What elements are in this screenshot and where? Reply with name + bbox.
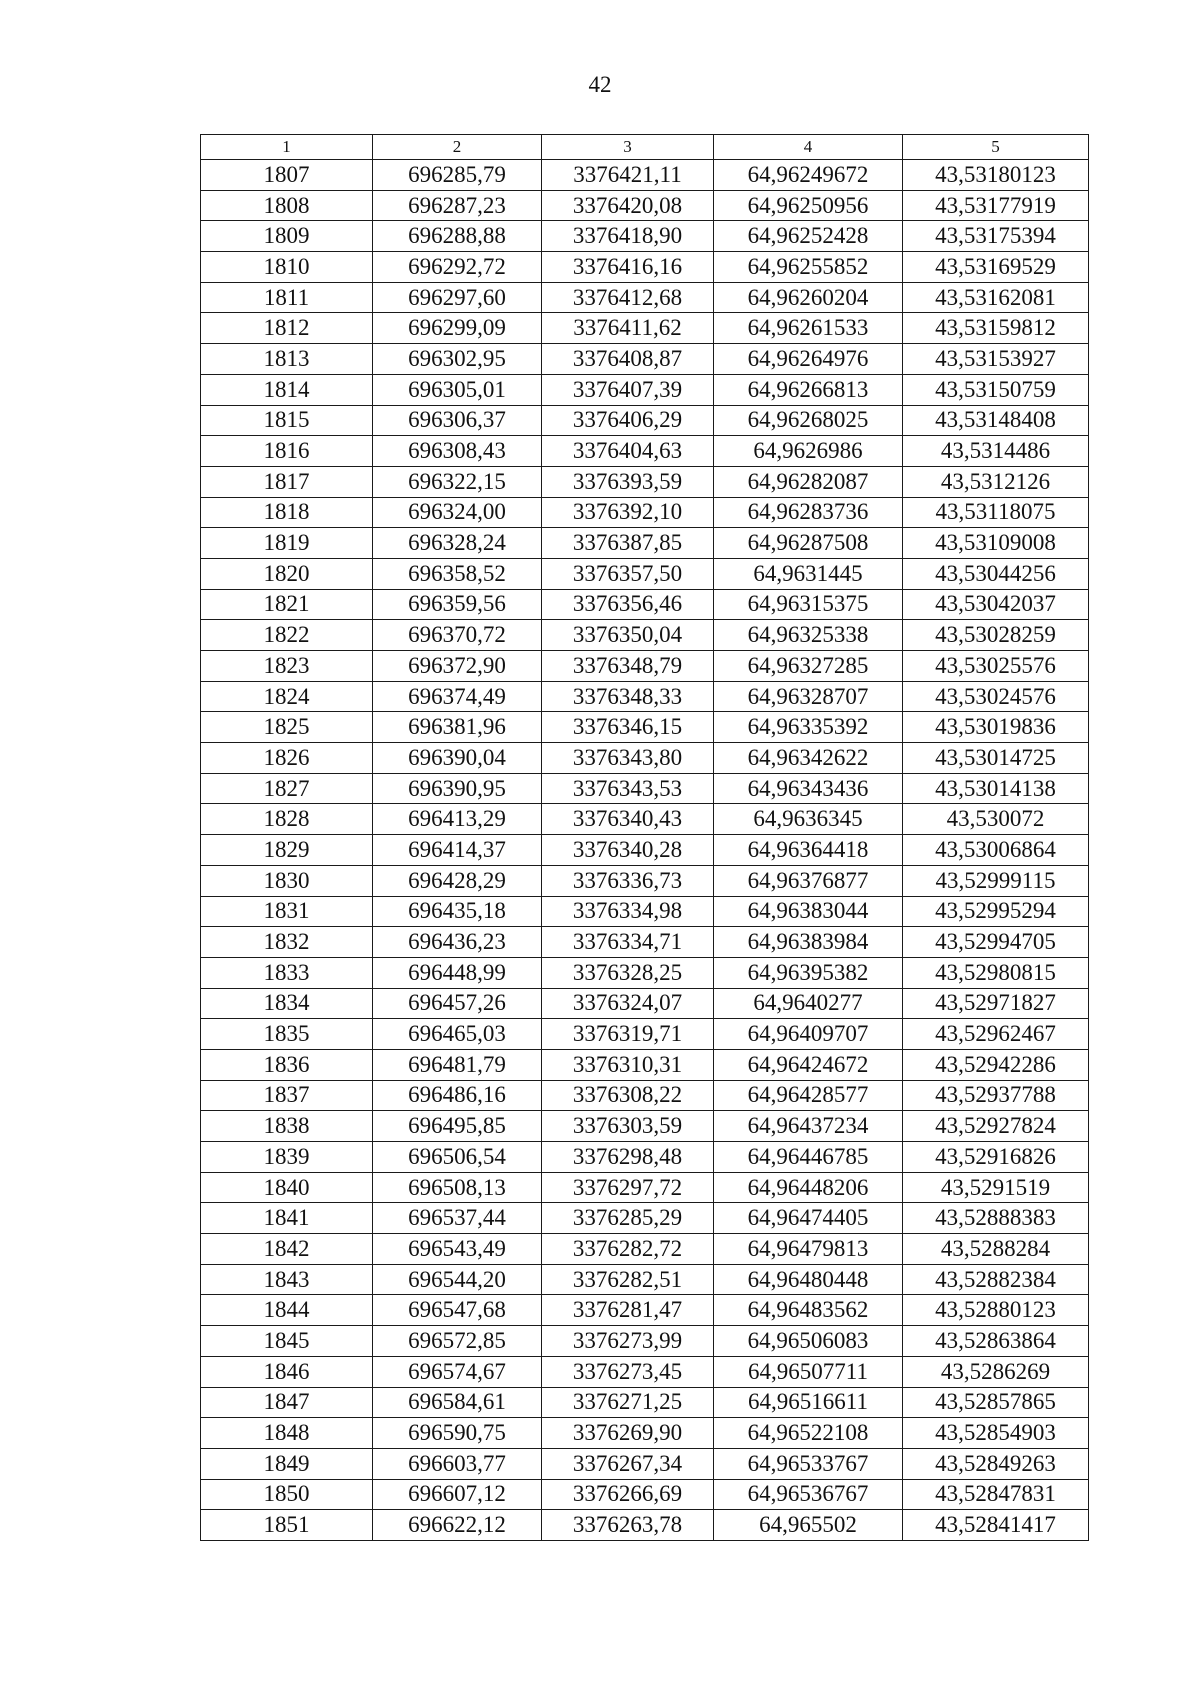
table-cell: 696590,75 [373,1418,542,1449]
table-cell: 43,5312126 [903,466,1089,497]
table-cell: 3376297,72 [542,1172,714,1203]
table-cell: 64,96479813 [714,1234,903,1265]
table-row [201,190,1089,221]
table-cell: 1822 [201,620,373,651]
table-cell: 696302,95 [373,344,542,375]
column-header: 4 [714,135,903,160]
table-cell: 3376328,25 [542,957,714,988]
table-cell: 696297,60 [373,282,542,313]
table-cell: 43,5314486 [903,436,1089,467]
table-cell: 696486,16 [373,1080,542,1111]
table-cell: 3376348,33 [542,681,714,712]
table-cell: 64,96446785 [714,1142,903,1173]
table-cell: 64,96342622 [714,743,903,774]
table-cell: 43,52849263 [903,1448,1089,1479]
table-cell: 3376269,90 [542,1418,714,1449]
table-cell: 43,53028259 [903,620,1089,651]
table-cell: 3376340,28 [542,835,714,866]
table-cell: 64,96437234 [714,1111,903,1142]
table-cell: 3376298,48 [542,1142,714,1173]
table-cell: 696374,49 [373,681,542,712]
table-cell: 3376420,08 [542,190,714,221]
table-cell: 3376340,43 [542,804,714,835]
table-cell: 696308,43 [373,436,542,467]
table-cell: 43,5291519 [903,1172,1089,1203]
table-cell: 43,53175394 [903,221,1089,252]
table-row [201,1387,1089,1418]
table-cell: 1838 [201,1111,373,1142]
table-cell: 3376308,22 [542,1080,714,1111]
table-cell: 43,52980815 [903,957,1089,988]
table-cell: 64,96409707 [714,1019,903,1050]
table-cell: 64,96376877 [714,865,903,896]
table-cell: 1820 [201,558,373,589]
table-row [201,1326,1089,1357]
table-cell: 3376412,68 [542,282,714,313]
table-cell: 3376334,71 [542,927,714,958]
table-cell: 64,96315375 [714,589,903,620]
table-cell: 3376408,87 [542,344,714,375]
table-cell: 64,96364418 [714,835,903,866]
table-cell: 1843 [201,1264,373,1295]
table-cell: 1817 [201,466,373,497]
table-row [201,865,1089,896]
table-cell: 43,530072 [903,804,1089,835]
table-cell: 43,5286269 [903,1356,1089,1387]
table-cell: 696448,99 [373,957,542,988]
table-cell: 696435,18 [373,896,542,927]
table-cell: 696508,13 [373,1172,542,1203]
table-cell: 1808 [201,190,373,221]
table-row [201,1049,1089,1080]
table-cell: 696537,44 [373,1203,542,1234]
table-row [201,589,1089,620]
table-cell: 64,96522108 [714,1418,903,1449]
table-cell: 1821 [201,589,373,620]
table-cell: 64,96480448 [714,1264,903,1295]
table-cell: 3376387,85 [542,528,714,559]
table-cell: 1819 [201,528,373,559]
table-cell: 43,52942286 [903,1049,1089,1080]
table-cell: 696572,85 [373,1326,542,1357]
column-header: 2 [373,135,542,160]
table-row [201,160,1089,191]
table-cell: 64,96327285 [714,651,903,682]
table-cell: 64,96533767 [714,1448,903,1479]
table-cell: 43,53014725 [903,743,1089,774]
table-cell: 3376324,07 [542,988,714,1019]
table-cell: 64,96260204 [714,282,903,313]
table-cell: 64,96266813 [714,374,903,405]
table-cell: 1811 [201,282,373,313]
table-cell: 3376356,46 [542,589,714,620]
table-cell: 64,96343436 [714,773,903,804]
table-cell: 696372,90 [373,651,542,682]
table-cell: 43,5288284 [903,1234,1089,1265]
table-cell: 1830 [201,865,373,896]
table-row [201,558,1089,589]
table-cell: 3376285,29 [542,1203,714,1234]
table-cell: 696584,61 [373,1387,542,1418]
table-cell: 64,96249672 [714,160,903,191]
table-cell: 696285,79 [373,160,542,191]
table-row [201,773,1089,804]
table-row [201,896,1089,927]
table-cell: 1849 [201,1448,373,1479]
table-cell: 1840 [201,1172,373,1203]
table-row [201,1172,1089,1203]
table-cell: 1846 [201,1356,373,1387]
table-cell: 64,96264976 [714,344,903,375]
table-cell: 3376267,34 [542,1448,714,1479]
table-cell: 1833 [201,957,373,988]
table-row [201,528,1089,559]
table-row [201,988,1089,1019]
table-row [201,1080,1089,1111]
table-cell: 3376266,69 [542,1479,714,1510]
table-row [201,1264,1089,1295]
table-cell: 696358,52 [373,558,542,589]
table-cell: 696359,56 [373,589,542,620]
table-cell: 3376273,99 [542,1326,714,1357]
table-cell: 43,53042037 [903,589,1089,620]
table-cell: 43,52994705 [903,927,1089,958]
table-cell: 696603,77 [373,1448,542,1479]
table-cell: 696465,03 [373,1019,542,1050]
table-cell: 1835 [201,1019,373,1050]
table-cell: 1826 [201,743,373,774]
table-cell: 696495,85 [373,1111,542,1142]
table-row [201,221,1089,252]
table-cell: 1823 [201,651,373,682]
table-cell: 3376348,79 [542,651,714,682]
table-row [201,620,1089,651]
table-cell: 696299,09 [373,313,542,344]
table-cell: 1848 [201,1418,373,1449]
table-cell: 43,52999115 [903,865,1089,896]
table-cell: 696436,23 [373,927,542,958]
table-cell: 64,96506083 [714,1326,903,1357]
page-number: 42 [588,72,612,97]
table-cell: 3376421,11 [542,160,714,191]
table-cell: 1814 [201,374,373,405]
table-cell: 696324,00 [373,497,542,528]
table-cell: 64,96424672 [714,1049,903,1080]
table-cell: 696305,01 [373,374,542,405]
table-cell: 43,53159812 [903,313,1089,344]
table-cell: 43,52971827 [903,988,1089,1019]
table-cell: 64,965502 [714,1510,903,1541]
table-cell: 43,52841417 [903,1510,1089,1541]
table-cell: 1839 [201,1142,373,1173]
table-row [201,1448,1089,1479]
table-cell: 64,96261533 [714,313,903,344]
table-row [201,1203,1089,1234]
table-row [201,804,1089,835]
table-cell: 1844 [201,1295,373,1326]
table-cell: 1831 [201,896,373,927]
table-cell: 1827 [201,773,373,804]
table-cell: 3376263,78 [542,1510,714,1541]
table-row [201,1019,1089,1050]
table-cell: 43,52880123 [903,1295,1089,1326]
table-cell: 64,96483562 [714,1295,903,1326]
table-cell: 64,96283736 [714,497,903,528]
table-cell: 64,96252428 [714,221,903,252]
table-cell: 43,53177919 [903,190,1089,221]
table-cell: 1818 [201,497,373,528]
table-cell: 43,53024576 [903,681,1089,712]
table-row [201,712,1089,743]
table-cell: 3376281,47 [542,1295,714,1326]
table-cell: 43,53148408 [903,405,1089,436]
table-cell: 1842 [201,1234,373,1265]
table-row [201,743,1089,774]
table-cell: 696292,72 [373,252,542,283]
table-row [201,835,1089,866]
table-cell: 43,53153927 [903,344,1089,375]
table-cell: 3376271,25 [542,1387,714,1418]
table-cell: 43,53044256 [903,558,1089,589]
table-cell: 1829 [201,835,373,866]
table-cell: 3376404,63 [542,436,714,467]
table-cell: 64,96507711 [714,1356,903,1387]
table-cell: 3376343,53 [542,773,714,804]
table-cell: 3376416,16 [542,252,714,283]
table-row [201,681,1089,712]
table-cell: 64,96448206 [714,1172,903,1203]
table-cell: 43,52854903 [903,1418,1089,1449]
table-cell: 3376418,90 [542,221,714,252]
table-cell: 3376303,59 [542,1111,714,1142]
table-cell: 64,96395382 [714,957,903,988]
table-row [201,374,1089,405]
table-cell: 696607,12 [373,1479,542,1510]
table-cell: 43,52995294 [903,896,1089,927]
table-cell: 43,52927824 [903,1111,1089,1142]
table-cell: 64,96383984 [714,927,903,958]
table-cell: 43,52882384 [903,1264,1089,1295]
table-cell: 696381,96 [373,712,542,743]
table-cell: 1807 [201,160,373,191]
table-row [201,282,1089,313]
table-cell: 1841 [201,1203,373,1234]
table-cell: 64,96474405 [714,1203,903,1234]
table-row [201,436,1089,467]
table-cell: 1813 [201,344,373,375]
table-cell: 696413,29 [373,804,542,835]
table-cell: 696506,54 [373,1142,542,1173]
table-cell: 696288,88 [373,221,542,252]
table-cell: 1832 [201,927,373,958]
table-cell: 43,52863864 [903,1326,1089,1357]
table-cell: 3376310,31 [542,1049,714,1080]
table-row [201,313,1089,344]
table-cell: 696328,24 [373,528,542,559]
table-cell: 64,96335392 [714,712,903,743]
table-cell: 64,96282087 [714,466,903,497]
table-row [201,1418,1089,1449]
table-row [201,1510,1089,1541]
table-cell: 64,96325338 [714,620,903,651]
table-cell: 64,9636345 [714,804,903,835]
table-cell: 3376334,98 [542,896,714,927]
table-cell: 3376273,45 [542,1356,714,1387]
table-cell: 696547,68 [373,1295,542,1326]
table-row [201,1142,1089,1173]
table-cell: 696390,95 [373,773,542,804]
table-cell: 3376411,62 [542,313,714,344]
table-cell: 43,53169529 [903,252,1089,283]
table-cell: 1815 [201,405,373,436]
table-cell: 3376406,29 [542,405,714,436]
table-cell: 64,96428577 [714,1080,903,1111]
table-body [201,160,1089,1541]
table-cell: 43,52847831 [903,1479,1089,1510]
table-cell: 696414,37 [373,835,542,866]
column-header: 3 [542,135,714,160]
table-cell: 696574,67 [373,1356,542,1387]
table-cell: 64,96516611 [714,1387,903,1418]
table-cell: 1816 [201,436,373,467]
table-cell: 43,52916826 [903,1142,1089,1173]
table-cell: 64,9626986 [714,436,903,467]
table-cell: 1824 [201,681,373,712]
table-row [201,1234,1089,1265]
table-cell: 1851 [201,1510,373,1541]
table-row [201,466,1089,497]
table-cell: 43,52888383 [903,1203,1089,1234]
table-cell: 1812 [201,313,373,344]
table-cell: 696390,04 [373,743,542,774]
table-cell: 696544,20 [373,1264,542,1295]
table-cell: 43,52857865 [903,1387,1089,1418]
table-row [201,252,1089,283]
table-cell: 1834 [201,988,373,1019]
table-cell: 696543,49 [373,1234,542,1265]
table-row [201,497,1089,528]
table-cell: 64,9631445 [714,558,903,589]
table-cell: 64,96328707 [714,681,903,712]
table-cell: 43,53109008 [903,528,1089,559]
table-cell: 64,96250956 [714,190,903,221]
table-cell: 43,53118075 [903,497,1089,528]
table-cell: 3376282,72 [542,1234,714,1265]
table-row [201,1356,1089,1387]
table-cell: 3376346,15 [542,712,714,743]
table-cell: 696306,37 [373,405,542,436]
table-row [201,1479,1089,1510]
table-cell: 1809 [201,221,373,252]
table-cell: 3376393,59 [542,466,714,497]
table-cell: 64,96268025 [714,405,903,436]
table-cell: 696428,29 [373,865,542,896]
table-cell: 43,53162081 [903,282,1089,313]
table-header-row [201,135,1089,160]
table-cell: 64,96536767 [714,1479,903,1510]
table-cell: 3376392,10 [542,497,714,528]
table-cell: 696322,15 [373,466,542,497]
table-row [201,1295,1089,1326]
table-row [201,344,1089,375]
table-row [201,957,1089,988]
table-row [201,651,1089,682]
table-cell: 1836 [201,1049,373,1080]
table-cell: 1847 [201,1387,373,1418]
table-cell: 1850 [201,1479,373,1510]
table-cell: 696622,12 [373,1510,542,1541]
table-cell: 696481,79 [373,1049,542,1080]
table-cell: 43,52962467 [903,1019,1089,1050]
column-header: 1 [201,135,373,160]
table-cell: 3376343,80 [542,743,714,774]
table-cell: 3376282,51 [542,1264,714,1295]
table-cell: 1845 [201,1326,373,1357]
table-cell: 1825 [201,712,373,743]
table-cell: 3376357,50 [542,558,714,589]
column-header: 5 [903,135,1089,160]
table-cell: 1810 [201,252,373,283]
table-row [201,405,1089,436]
table-cell: 64,9640277 [714,988,903,1019]
table-cell: 43,53019836 [903,712,1089,743]
table-cell: 1837 [201,1080,373,1111]
table-cell: 1828 [201,804,373,835]
table-cell: 3376336,73 [542,865,714,896]
table-row [201,1111,1089,1142]
coordinates-table [200,134,1089,1541]
table-cell: 3376319,71 [542,1019,714,1050]
table-cell: 64,96287508 [714,528,903,559]
table-cell: 696457,26 [373,988,542,1019]
table-cell: 64,96383044 [714,896,903,927]
table-cell: 3376350,04 [542,620,714,651]
table-cell: 43,53006864 [903,835,1089,866]
table-cell: 43,53180123 [903,160,1089,191]
table-cell: 43,52937788 [903,1080,1089,1111]
table-cell: 3376407,39 [542,374,714,405]
table-cell: 43,53150759 [903,374,1089,405]
table-cell: 696370,72 [373,620,542,651]
table-cell: 696287,23 [373,190,542,221]
table-cell: 64,96255852 [714,252,903,283]
table-row [201,927,1089,958]
table-cell: 43,53014138 [903,773,1089,804]
table-cell: 43,53025576 [903,651,1089,682]
